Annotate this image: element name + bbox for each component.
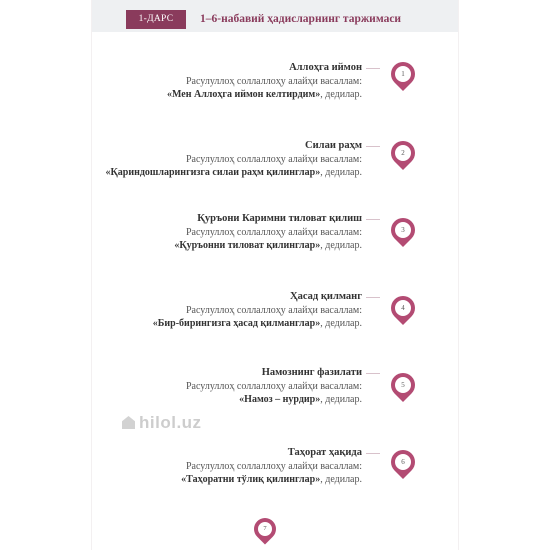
hadith-number-badge [386,291,420,325]
hadith-intro: Расулуллоҳ соллаллоҳу алайҳи васаллам: [186,76,362,87]
hadith-entry [102,61,362,101]
hadith-suffix: , дедилар. [320,89,362,100]
page-header [92,0,458,32]
hadith-text [102,239,362,252]
book-page [92,0,458,550]
hadith-number: 5 [401,381,405,389]
hadith-entry [102,446,362,486]
connector-line [366,373,380,374]
page-number: 7 [263,525,267,532]
hadith-number-badge [386,213,420,247]
hadith-number-badge [386,368,420,402]
hadith-title: Силаи раҳм [305,140,362,151]
hadith-intro: Расулуллоҳ соллаллоҳу алайҳи васаллам: [186,461,362,472]
hadith-text [102,317,362,330]
connector-line [366,68,380,69]
hadith-suffix: , дедилар. [320,167,362,178]
hadith-number: 4 [401,304,405,312]
hadith-title: Намознинг фазилати [261,367,362,378]
hadith-number-badge [386,136,420,170]
watermark-text: hilol.uz [139,413,202,432]
hadith-number-badge [386,445,420,479]
hadith-suffix: , дедилар. [320,240,362,251]
hadith-suffix: , дедилар. [320,394,362,405]
connector-line [366,219,380,220]
page-number-badge [249,513,280,544]
hadith-number: 1 [401,70,405,78]
hadith-suffix: , дедилар. [320,318,362,329]
hadith-quote: «Таҳоратни тўлиқ қилинглар» [181,474,321,485]
hadith-text [102,88,362,101]
hadith-quote: «Мен Аллоҳга иймон келтирдим» [166,89,321,100]
connector-line [366,146,380,147]
hadith-title: Қуръони Каримни тиловат қилиш [197,213,362,224]
hadith-intro: Расулуллоҳ соллаллоҳу алайҳи васаллам: [186,154,362,165]
hadith-number: 6 [401,458,405,466]
hadith-entry [102,366,362,406]
hadith-intro: Расулуллоҳ соллаллоҳу алайҳи васаллам: [186,381,362,392]
page-title: 1–6-набавий ҳадисларнинг таржимаси [200,13,402,25]
home-icon [122,416,135,429]
hadith-quote: «Бир-бирингизга ҳасад қилманглар» [152,318,321,329]
hadith-suffix: , дедилар. [320,474,362,485]
hadith-entry [102,212,362,252]
hadith-title: Ҳасад қилманг [290,291,362,302]
hadith-entry [102,290,362,330]
hadith-number: 2 [401,149,405,157]
hadith-intro: Расулуллоҳ соллаллоҳу алайҳи васаллам: [186,305,362,316]
lesson-tag: 1-ДАРС [126,10,186,29]
connector-line [366,297,380,298]
hadith-entry [102,139,362,179]
watermark [122,413,202,433]
hadith-text [102,473,362,486]
hadith-number-badge [386,57,420,91]
hadith-quote: «Қариндошларингизга силаи раҳм қилинглар» [105,167,321,178]
hadith-quote: «Қуръонни тиловат қилинглар» [174,240,321,251]
hadith-text [102,393,362,406]
hadith-title: Аллоҳга иймон [289,62,362,73]
hadith-intro: Расулуллоҳ соллаллоҳу алайҳи васаллам: [186,227,362,238]
hadith-number: 3 [401,226,405,234]
hadith-text [102,166,362,179]
hadith-title: Таҳорат ҳақида [287,447,362,458]
hadith-quote: «Намоз – нурдир» [239,394,321,405]
connector-line [366,453,380,454]
